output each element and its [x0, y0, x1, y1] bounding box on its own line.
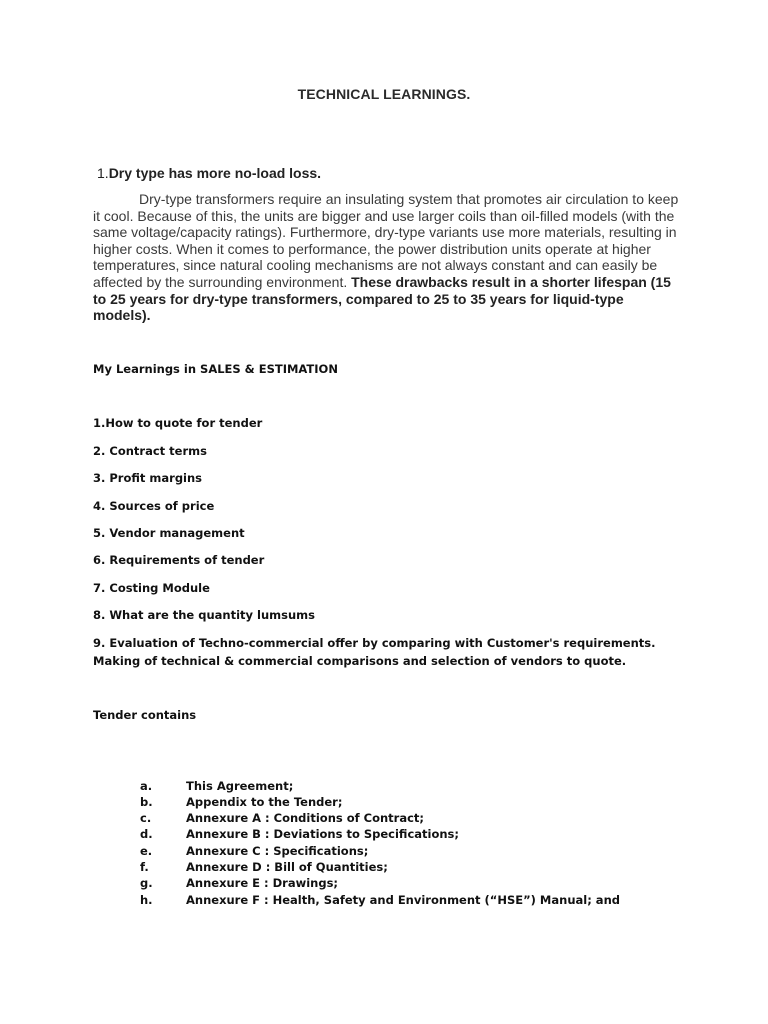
list-item-text: Annexure C : Specifications; — [186, 844, 369, 858]
list-marker: a. — [140, 779, 153, 793]
list-item-text: Annexure E : Drawings; — [186, 876, 339, 890]
list-marker: b. — [140, 795, 153, 809]
list-item-text: Annexure F : Health, Safety and Environment (“HSE”) Manual; and — [186, 893, 620, 907]
tender-list-item — [140, 893, 620, 907]
list-item-text: Annexure B : Deviations to Specifications; — [186, 827, 459, 841]
tender-list-item — [140, 779, 293, 793]
learning-item: 3. Profit margins — [93, 471, 203, 485]
learning-item: 4. Sources of price — [93, 499, 215, 513]
section-paragraph — [93, 191, 683, 324]
tender-list-item — [140, 860, 388, 874]
list-marker: h. — [140, 893, 153, 907]
list-marker: c. — [140, 811, 152, 825]
page-title: TECHNICAL LEARNINGS. — [297, 86, 471, 102]
list-item-text: This Agreement; — [186, 779, 294, 793]
learnings-heading: My Learnings in SALES & ESTIMATION — [93, 362, 338, 376]
tender-list-item — [140, 876, 338, 890]
paragraph-normal-text: Dry-type transformers require an insulating system that promotes air circulation to keep it cool. Because of this, the units are bigger and use larger coils than oil-filled models (with the same voltage/capacity ratings). Furthermore, dry-type variants use more materials, resulting in higher costs. When it comes to performance, the power distribution units operate at higher temperatures, since natural cooling mechanisms are not always constant and can easily be affected by the surrounding environment. — [93, 191, 679, 290]
list-item-text: Annexure A : Conditions of Contract; — [186, 811, 425, 825]
learning-item: 6. Requirements of tender — [93, 553, 265, 567]
tender-heading: Tender contains — [93, 708, 197, 722]
section-number: 1. — [97, 165, 109, 181]
learning-item: 8. What are the quantity lumsums — [93, 608, 316, 622]
paragraph-bold-text: These drawbacks result in a shorter lifespan (15 to 25 years for dry-type transformers, compared to 25 to 35 years for liquid-type models). — [93, 273, 671, 324]
tender-list-item — [140, 844, 368, 858]
learning-item: 7. Costing Module — [93, 581, 210, 595]
learning-item: 2. Contract terms — [93, 444, 207, 458]
learning-item: 5. Vendor management — [93, 526, 245, 540]
list-marker: f. — [140, 860, 149, 874]
list-marker: e. — [140, 844, 153, 858]
tender-list-item — [140, 827, 459, 841]
list-marker: g. — [140, 876, 153, 890]
section-heading — [97, 165, 321, 181]
list-item-text: Appendix to the Tender; — [186, 795, 343, 809]
learning-item: 9. Evaluation of Techno-commercial offer by comparing with Customer's requirements. Making of technical & commercial comparisons and selection of vendors to quote. — [93, 636, 656, 668]
tender-list-item — [140, 811, 424, 825]
tender-list-item — [140, 795, 342, 809]
section-heading-text: Dry type has more no-load loss. — [108, 165, 322, 181]
list-item-text: Annexure D : Bill of Quantities; — [186, 860, 388, 874]
learning-item: 1.How to quote for tender — [93, 416, 263, 430]
list-marker: d. — [140, 827, 153, 841]
